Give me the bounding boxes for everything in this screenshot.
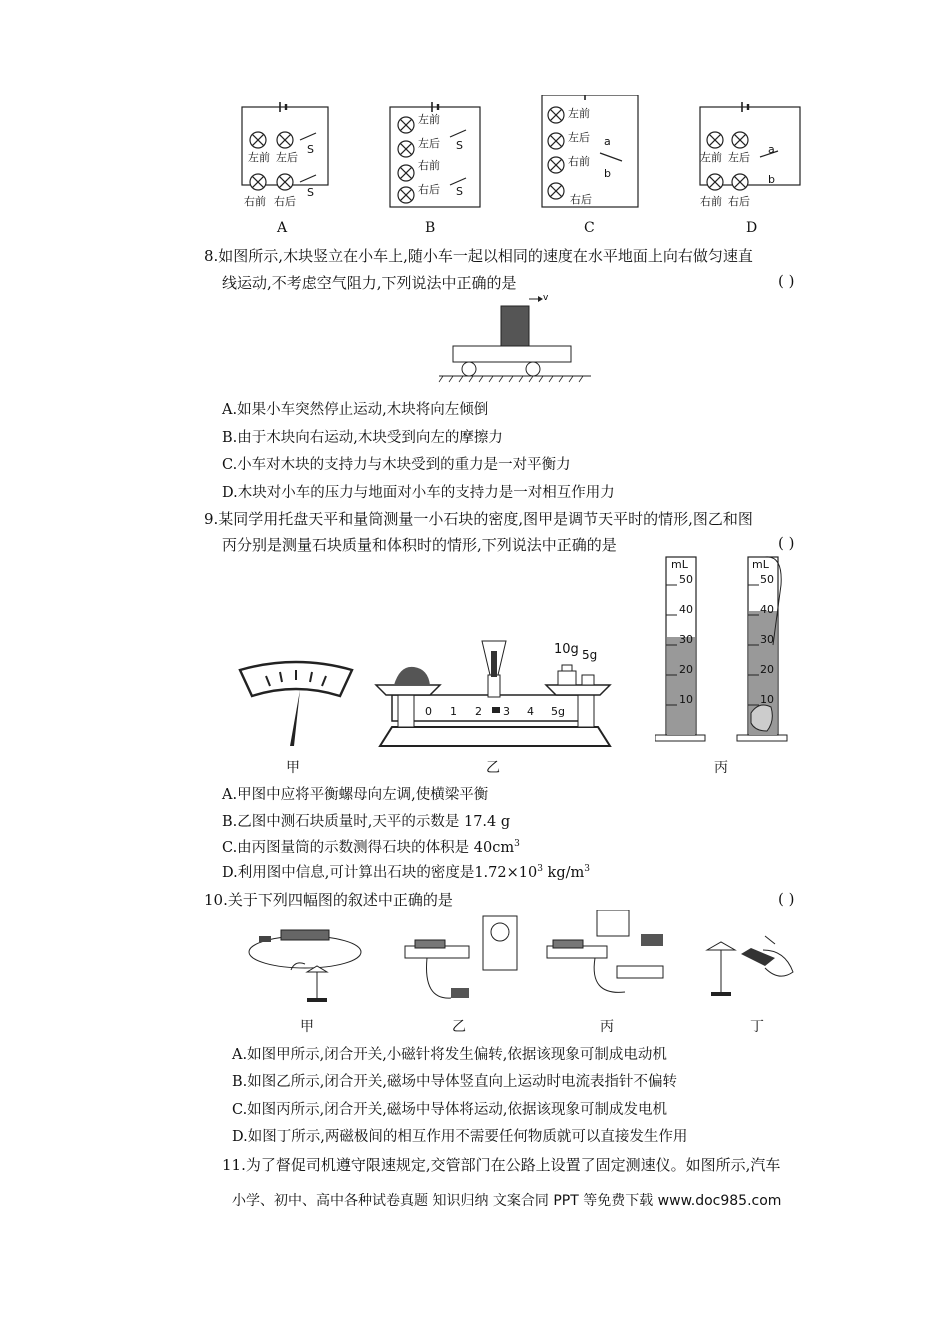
lamp-label: 右前: [568, 155, 590, 168]
measuring-cylinders: [655, 555, 790, 745]
q8-option-c[interactable]: C.小车对木块的支持力与木块受到的重力是一对平衡力: [222, 457, 571, 473]
switch-label: a: [768, 143, 775, 156]
electromagnetism-figures: [245, 910, 805, 1010]
figure-label-c: C: [584, 220, 595, 236]
switch-label: S: [456, 139, 463, 152]
superscript: 3: [537, 864, 543, 875]
switch-label: S: [307, 186, 314, 199]
figure-label-ding: 丁: [750, 1019, 764, 1035]
switch-label: b: [768, 173, 775, 186]
figure-label-bing: 丙: [714, 760, 728, 776]
question-8-line-1: 8.如图所示,木块竖立在小车上,随小车一起以相同的速度在水平地面上向右做匀速直: [204, 247, 753, 265]
cart-figure: [435, 292, 595, 386]
q9-option-d-text: D.利用图中信息,可计算出石块的密度是: [222, 865, 475, 881]
electromagnetism-svg: [245, 910, 805, 1010]
switch-label: S: [456, 185, 463, 198]
velocity-label: v: [543, 293, 549, 303]
scale-tick-label: 4: [527, 705, 534, 718]
q9-option-d[interactable]: [222, 861, 590, 882]
lamp-label: 左前: [700, 151, 722, 164]
q9-option-c-text: C.由丙图量筒的示数测得石块的体积是 40cm: [222, 840, 515, 856]
circuit-diagrams: [230, 95, 830, 240]
balance-figure: [370, 635, 620, 750]
lamp-label: 左后: [276, 151, 298, 164]
lamp-label: 左前: [248, 151, 270, 164]
q10-option-d[interactable]: D.如图丁所示,两磁极间的相互作用不需要任何物质就可以直接发生作用: [232, 1129, 688, 1145]
figure-label-a: A: [277, 220, 288, 236]
lamp-label: 左前: [418, 113, 440, 126]
cylinder-tick: 20: [679, 663, 693, 676]
lamp-label: 右后: [728, 195, 750, 208]
question-9-line-2: 丙分别是测量石块质量和体积时的情形,下列说法中正确的是: [222, 536, 617, 554]
cylinder-tick: 10: [760, 693, 774, 706]
q8-option-a[interactable]: A.如果小车突然停止运动,木块将向左倾倒: [222, 402, 489, 418]
figure-label-yi: 乙: [486, 760, 500, 776]
lamp-label: 右前: [244, 195, 266, 208]
question-10-line-1: 10.关于下列四幅图的叙述中正确的是: [204, 891, 453, 909]
cylinder-tick: 40: [760, 603, 774, 616]
q8-option-b[interactable]: B.由于木块向右运动,木块受到向左的摩擦力: [222, 430, 503, 446]
question-8-line-2: 线运动,不考虑空气阻力,下列说法中正确的是: [222, 274, 517, 292]
figure-label-jia: 甲: [300, 1019, 314, 1035]
cylinder-tick: 50: [760, 573, 774, 586]
figure-label-bing: 丙: [600, 1019, 614, 1035]
switch-label: b: [604, 167, 611, 180]
cylinder-tick: 10: [679, 693, 693, 706]
cylinder-tick: 40: [679, 603, 693, 616]
balance-pointer-figure: [236, 660, 356, 750]
lamp-label: 右后: [274, 195, 296, 208]
lamp-label: 右前: [700, 195, 722, 208]
q10-option-b[interactable]: B.如图乙所示,闭合开关,磁场中导体竖直向上运动时电流表指针不偏转: [232, 1074, 677, 1090]
question-9-line-1: 9.某同学用托盘天平和量筒测量一小石块的密度,图甲是调节天平时的情形,图乙和图: [204, 510, 753, 528]
density-value: 1.72×10: [474, 865, 538, 881]
superscript: 3: [514, 839, 520, 850]
q10-option-a[interactable]: A.如图甲所示,闭合开关,小磁针将发生偏转,依据该现象可制成电动机: [232, 1047, 667, 1063]
question-11-line-1: 11.为了督促司机遵守限速规定,交管部门在公路上设置了固定测速仪。如图所示,汽车: [222, 1156, 781, 1174]
cylinder-tick: 50: [679, 573, 693, 586]
figure-label-jia: 甲: [286, 760, 300, 776]
lamp-label: 右后: [418, 183, 440, 196]
lamp-label: 左后: [418, 137, 440, 150]
balance-svg: [370, 635, 620, 750]
lamp-label: 左后: [568, 131, 590, 144]
cylinder-tick: 20: [760, 663, 774, 676]
q8-option-d[interactable]: D.木块对小车的压力与地面对小车的支持力是一对相互作用力: [222, 485, 615, 501]
scale-tick-label: 3: [503, 705, 510, 718]
q9-option-c[interactable]: [222, 836, 520, 857]
cylinders-svg: [655, 555, 790, 745]
density-unit: kg/m: [542, 865, 585, 881]
q9-option-a[interactable]: A.甲图中应将平衡螺母向左调,使横梁平衡: [222, 787, 489, 803]
scale-tick-label: 0: [425, 705, 432, 718]
scale-tick-label: 1: [450, 705, 457, 718]
weight-label: 5g: [582, 648, 598, 662]
q10-option-c[interactable]: C.如图丙所示,闭合开关,磁场中导体将运动,依据该现象可制成发电机: [232, 1102, 668, 1118]
cylinder-tick: 30: [679, 633, 693, 646]
scale-tick-label: 5g: [551, 705, 565, 718]
balance-pointer-svg: [236, 660, 356, 750]
figure-label-b: B: [425, 220, 436, 236]
weight-label: 10g: [554, 642, 579, 657]
answer-bracket[interactable]: ( ): [778, 534, 795, 552]
answer-bracket[interactable]: ( ): [778, 272, 795, 290]
q9-option-b[interactable]: B.乙图中测石块质量时,天平的示数是 17.4 g: [222, 814, 511, 830]
cylinder-tick: 30: [760, 633, 774, 646]
figure-label-yi: 乙: [452, 1019, 466, 1035]
figure-label-d: D: [746, 220, 758, 236]
page-footer: 小学、初中、高中各种试卷真题 知识归纳 文案合同 PPT 等免费下载 www.doc985.com: [232, 1193, 782, 1209]
switch-label: a: [604, 135, 611, 148]
switch-label: S: [307, 143, 314, 156]
lamp-label: 右后: [570, 193, 592, 206]
cart-figure-svg: [435, 292, 595, 386]
lamp-label: 左前: [568, 107, 590, 120]
superscript: 3: [584, 864, 590, 875]
cylinder-unit: mL: [752, 558, 769, 571]
answer-bracket[interactable]: ( ): [778, 890, 795, 908]
lamp-label: 左后: [728, 151, 750, 164]
circuit-diagrams-svg: [230, 95, 830, 240]
cylinder-unit: mL: [671, 558, 688, 571]
scale-tick-label: 2: [475, 705, 482, 718]
lamp-label: 右前: [418, 159, 440, 172]
